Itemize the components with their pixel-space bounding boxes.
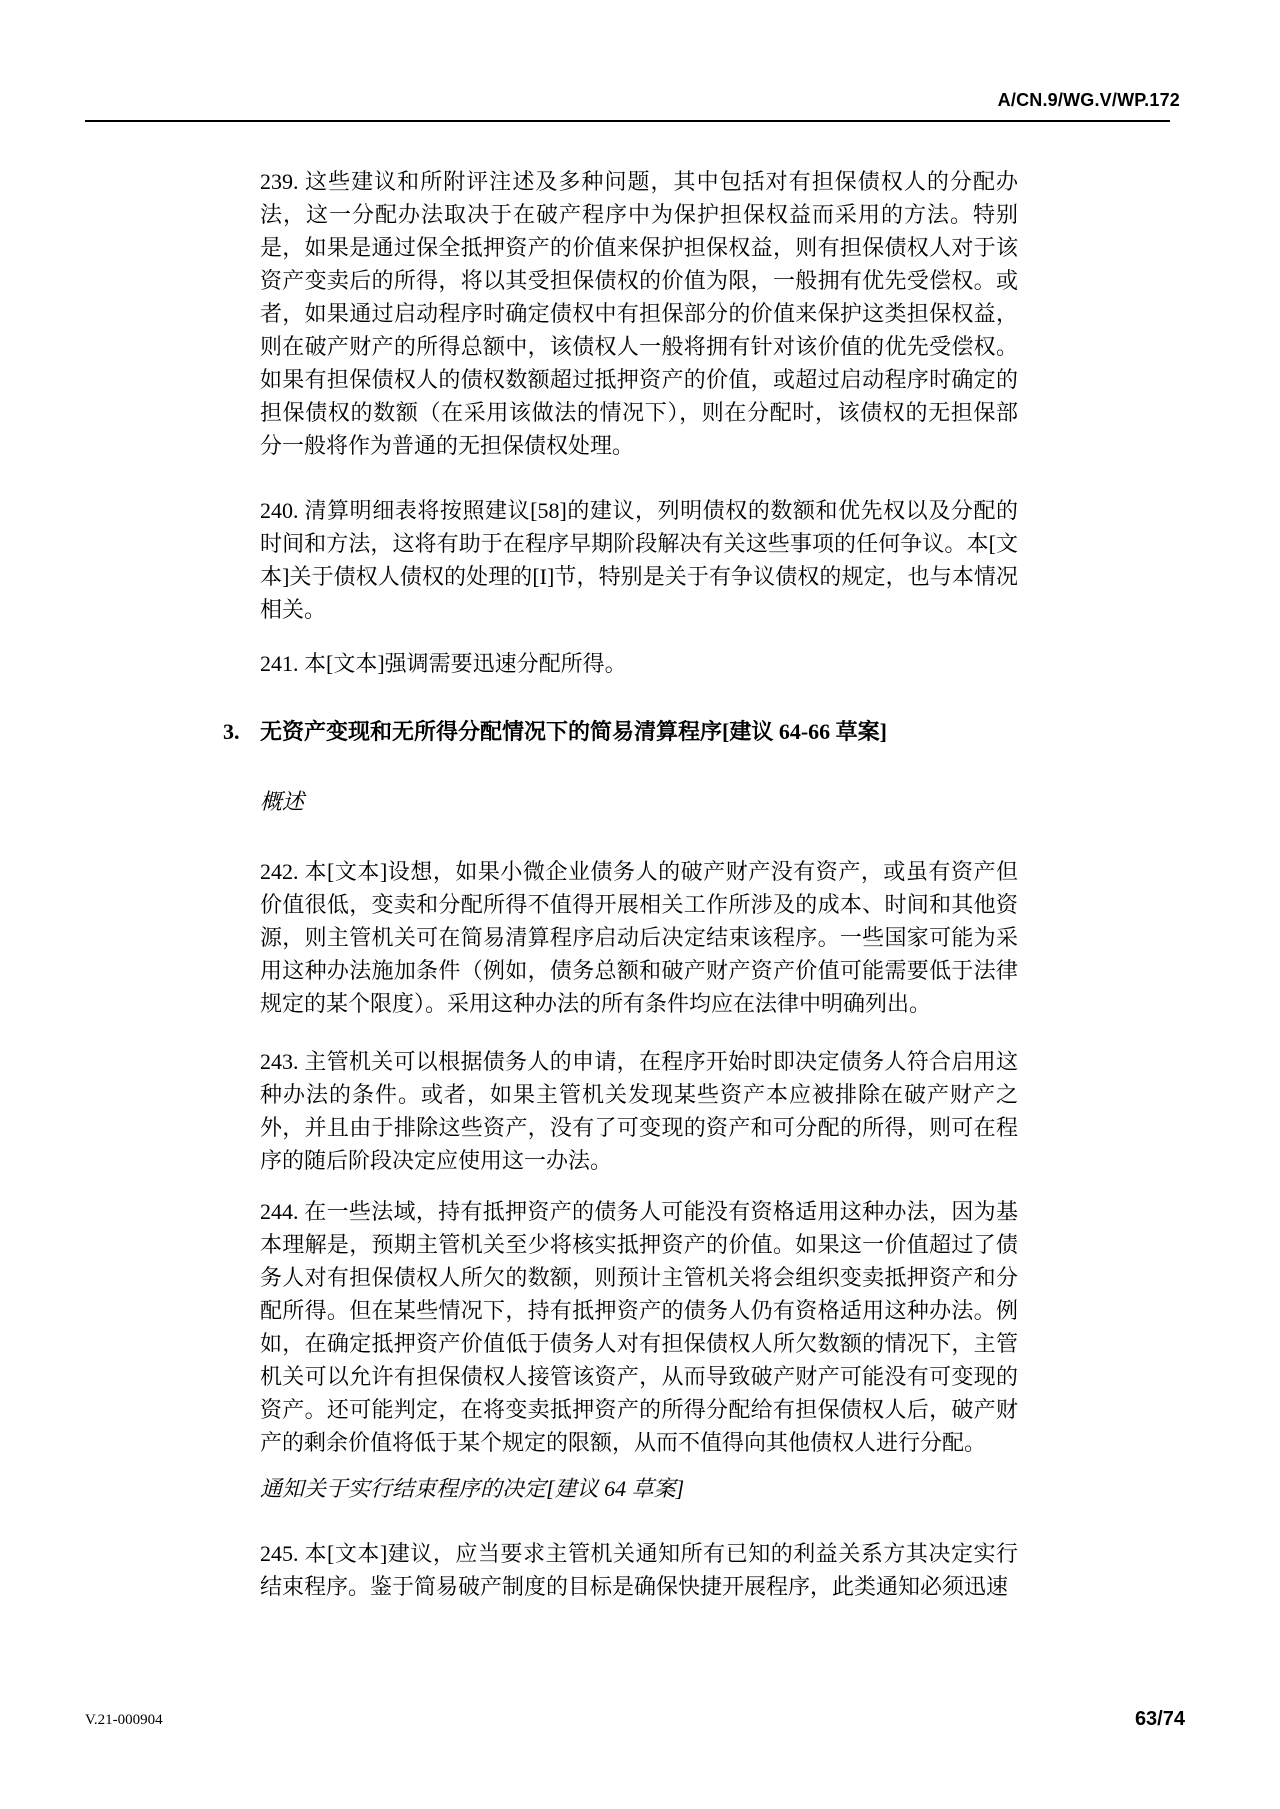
paragraph-242: 242. 本[文本]设想，如果小微企业债务人的破产财产没有资产，或虽有资产但价值很低，变卖和分配所得不值得开展相关工作所涉及的成本、时间和其他资源，则主管机关可在简易清算程序启动后决定结束该程序。一些国家可能为采用这种办法施加条件（例如，债务总额和破产财产资产价值可能需要低于法律规定的某个限度）。采用这种办法的所有条件均应在法律中明确列出。 bbox=[260, 859, 1018, 1016]
subheading-overview: 概述 bbox=[260, 789, 305, 814]
footer-page-number: 63/74 bbox=[1134, 1708, 1185, 1730]
header-rule bbox=[85, 120, 1170, 122]
paragraph-241: 241. 本[文本]强调需要迅速分配所得。 bbox=[260, 651, 627, 676]
subheading-notice-decision: 通知关于实行结束程序的决定[建议 64 草案] bbox=[260, 1476, 685, 1501]
paragraph-239: 239. 这些建议和所附评注述及多种问题，其中包括对有担保债权人的分配办法，这一分配办法取决于在破产程序中为保护担保权益而采用的方法。特别是，如果是通过保全抵押资产的价值来保护担保权益，则有担保债权人对于该资产变卖后的所得，将以其受担保债权的价值为限，一般拥有优先受偿权。或者，如果通过启动程序时确定债权中有担保部分的价值来保护这类担保权益，则在破产财产的所得总额中，该债权人一般将拥有针对该价值的优先受偿权。如果有担保债权人的债权数额超过抵押资产的价值，或超过启动程序时确定的担保债权的数额（在采用该做法的情况下），则在分配时，该债权的无担保部分一般将作为普通的无担保债权处理。 bbox=[260, 169, 1018, 458]
document-symbol: A/CN.9/WG.V/WP.172 bbox=[997, 90, 1180, 110]
document-body bbox=[223, 124, 1018, 1603]
paragraph-245: 245. 本[文本]建议，应当要求主管机关通知所有已知的利益关系方其决定实行结束程序。鉴于简易破产制度的目标是确保快捷开展程序，此类通知必须迅速 bbox=[260, 1541, 1018, 1599]
paragraph-240: 240. 清算明细表将按照建议[58]的建议，列明债权的数额和优先权以及分配的时间和方法，这将有助于在程序早期阶段解决有关这些事项的任何争议。本[文本]关于债权人债权的处理的[I]节，特别是关于有争议债权的规定，也与本情况相关。 bbox=[260, 498, 1018, 622]
paragraph-244: 244. 在一些法域，持有抵押资产的债务人可能没有资格适用这种办法，因为基本理解是，预期主管机关至少将核实抵押资产的价值。如果这一价值超过了债务人对有担保债权人所欠的数额，则预计主管机关将会组织变卖抵押资产和分配所得。但在某些情况下，持有抵押资产的债务人仍有资格适用这种办法。例如，在确定抵押资产价值低于债务人对有担保债权人所欠数额的情况下，主管机关可以允许有担保债权人接管该资产，从而导致破产财产可能没有可变现的资产。还可能判定，在将变卖抵押资产的所得分配给有担保债权人后，破产财产的剩余价值将低于某个规定的限额，从而不值得向其他债权人进行分配。 bbox=[260, 1199, 1018, 1455]
section-number: 3. bbox=[223, 719, 240, 744]
footer-document-number: V.21-000904 bbox=[85, 1712, 163, 1728]
section-heading-3 bbox=[223, 715, 1018, 748]
section-title: 无资产变现和无所得分配情况下的简易清算程序[建议 64-66 草案] bbox=[260, 719, 887, 744]
paragraph-243: 243. 主管机关可以根据债务人的申请，在程序开始时即决定债务人符合启用这种办法的条件。或者，如果主管机关发现某些资产本应被排除在破产财产之外，并且由于排除这些资产，没有了可变现的资产和可分配的所得，则可在程序的随后阶段决定应使用这一办法。 bbox=[260, 1049, 1018, 1173]
